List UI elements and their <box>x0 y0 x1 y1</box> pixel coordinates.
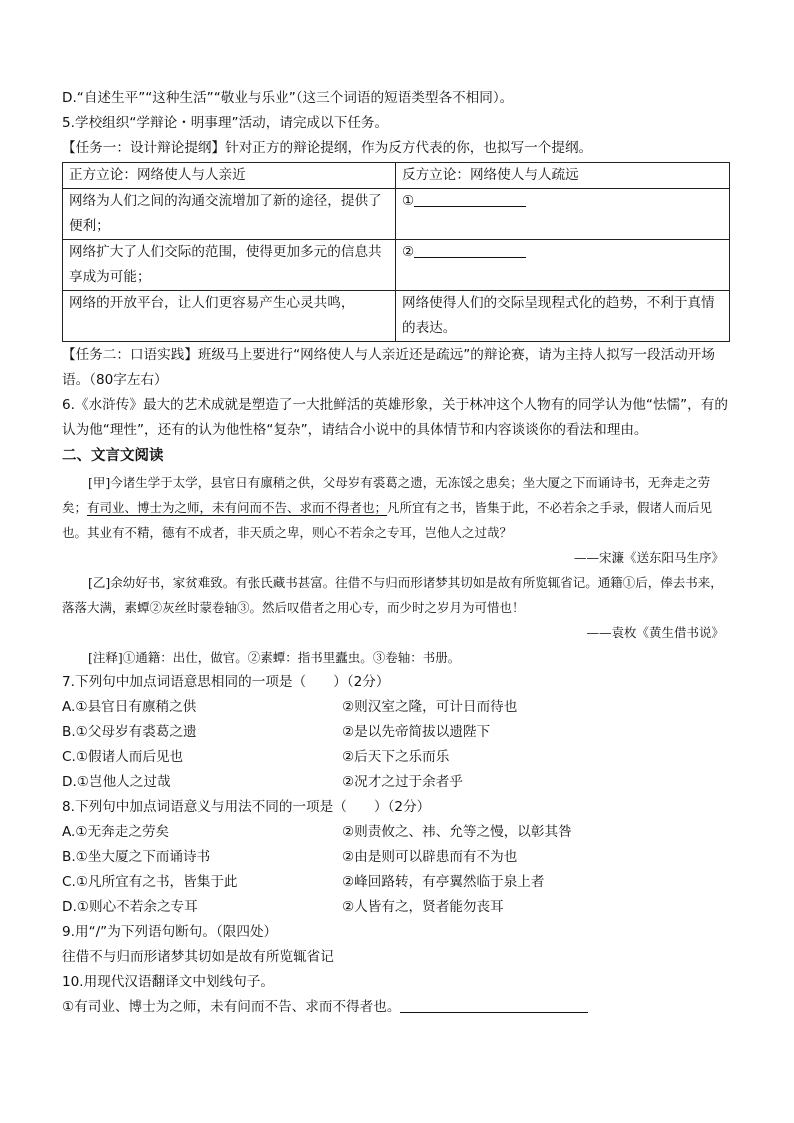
underlined-sentence: 有司业、博士为之师，未有问而不告、求而不得者也； <box>87 500 388 515</box>
table-row <box>63 291 730 342</box>
affirmative-point-1: 网络为人们之间的沟通交流增加了新的途径，提供了便利； <box>63 189 396 240</box>
affirmative-point-2: 网络扩大了人们交际的范围，使得更加多元的信息共享成为可能； <box>63 240 396 291</box>
table-row <box>63 189 730 240</box>
negative-point-2: ② <box>396 240 730 291</box>
annotation-note: [注释]①通籍：出仕，做官。②素蟫：指书里蠹虫。③卷轴：书册。 <box>88 650 461 665</box>
header-affirmative: 正方立论：网络使人与人亲近 <box>63 163 396 189</box>
q9-sentence: 往借不与归而形诸梦其切如是故有所览辄省记 <box>62 949 334 965</box>
answer-blank-1[interactable] <box>414 192 526 207</box>
table-header-row <box>63 163 730 189</box>
q8-option-b: B.①坐大厦之下而诵诗书 ②由是则可以辟患而有不为也 <box>62 849 518 865</box>
negative-point-3: 网络使得人们的交际呈现程式化的趋势，不利于真情的表达。 <box>396 291 730 342</box>
q8-option-c: C.①凡所宜有之书，皆集于此 ②峰回路转，有亭翼然临于泉上者 <box>62 874 545 890</box>
debate-table <box>62 162 730 342</box>
affirmative-point-3: 网络的开放平台，让人们更容易产生心灵共鸣， <box>63 291 396 342</box>
translation-blank[interactable] <box>400 998 588 1013</box>
option-d-line: D.“自述生平”“这种生活”“敬业与乐业”（这三个词语的短语类型各不相同）。 <box>62 90 514 106</box>
passage-jia: [甲]今诸生学于太学，县官日有廪稍之供，父母岁有裘葛之遗，无冻馁之患矣；坐大厦之下而诵诗书，无奔走之劳矣；有司业、博士为之师，未有问而不告、求而不得者也；凡所宜有之书，皆集于此，不必若余之手录，假诸人而后见也。其业有不精，德有不成者，非天质之卑，则心不若余之专耳，岂他人之过哉？ <box>62 475 713 540</box>
q8-option-d: D.①则心不若余之专耳 ②人皆有之，贤者能勿丧耳 <box>62 899 504 915</box>
section-title-classical: 二、文言文阅读 <box>62 448 164 464</box>
question-7: 7.下列句中加点词语意思相同的一项是（ ）（2分） <box>62 674 390 690</box>
q8-option-a: A.①无奔走之劳矣 ②则责攸之、祎、允等之慢，以彰其咎 <box>62 824 572 840</box>
exam-page <box>62 86 732 1020</box>
header-negative: 反方立论：网络使人与人疏远 <box>396 163 730 189</box>
question-8: 8.下列句中加点词语意义与用法不同的一项是（ ）（2分） <box>62 799 431 815</box>
q10-item-1: ①有司业、博士为之师，未有问而不告、求而不得者也。 <box>62 995 732 1020</box>
table-row <box>63 240 730 291</box>
question-10: 10.用现代汉语翻译文中划线句子。 <box>62 974 274 990</box>
question-9: 9.用“/”为下列语句断句。（限四处） <box>62 924 278 940</box>
answer-blank-2[interactable] <box>414 243 526 258</box>
negative-point-1: ① <box>396 189 730 240</box>
q7-option-a: A.①县官日有廪稍之供 ②则汉室之隆，可计日而待也 <box>62 699 518 715</box>
task-2: 【任务二：口语实践】班级马上要进行“网络使人与人亲近还是疏远”的辩论赛，请为主持人拟写一段活动开场语。（80字左右） <box>62 347 715 388</box>
passage-yi: [乙]余幼好书，家贫难致。有张氏藏书甚富。往借不与归而形诸梦其切如是故有所览辄省记。通籍①后，俸去书来，落落大满，素蟫②灰丝时蒙卷轴③。然后叹借者之用心专，而少时之岁月为可惜也！ <box>62 575 723 615</box>
q7-option-c: C.①假诸人而后见也 ②后天下之乐而乐 <box>62 749 450 765</box>
passage-yi-source: ——袁枚《黄生借书说》 <box>586 625 724 640</box>
question-6: 6.《水浒传》最大的艺术成就是塑造了一大批鲜活的英雄形象，关于林冲这个人物有的同学认为他“怯懦”，有的认为他“理性”，还有的认为他性格“复杂”，请结合小说中的具体情节和内容谈谈你的看法和理由。 <box>62 397 728 438</box>
passage-jia-source: ——宋濂《送东阳马生序》 <box>573 550 724 565</box>
q7-option-d: D.①岂他人之过哉 ②况才之过于余者乎 <box>62 774 463 790</box>
q7-option-b: B.①父母岁有裘葛之遗 ②是以先帝简拔以遗陛下 <box>62 724 491 740</box>
task-1: 【任务一：设计辩论提纲】针对正方的辩论提纲，作为反方代表的你，也拟写一个提纲。 <box>62 140 593 156</box>
question-5: 5.学校组织“学辩论・明事理”活动，请完成以下任务。 <box>62 115 389 131</box>
